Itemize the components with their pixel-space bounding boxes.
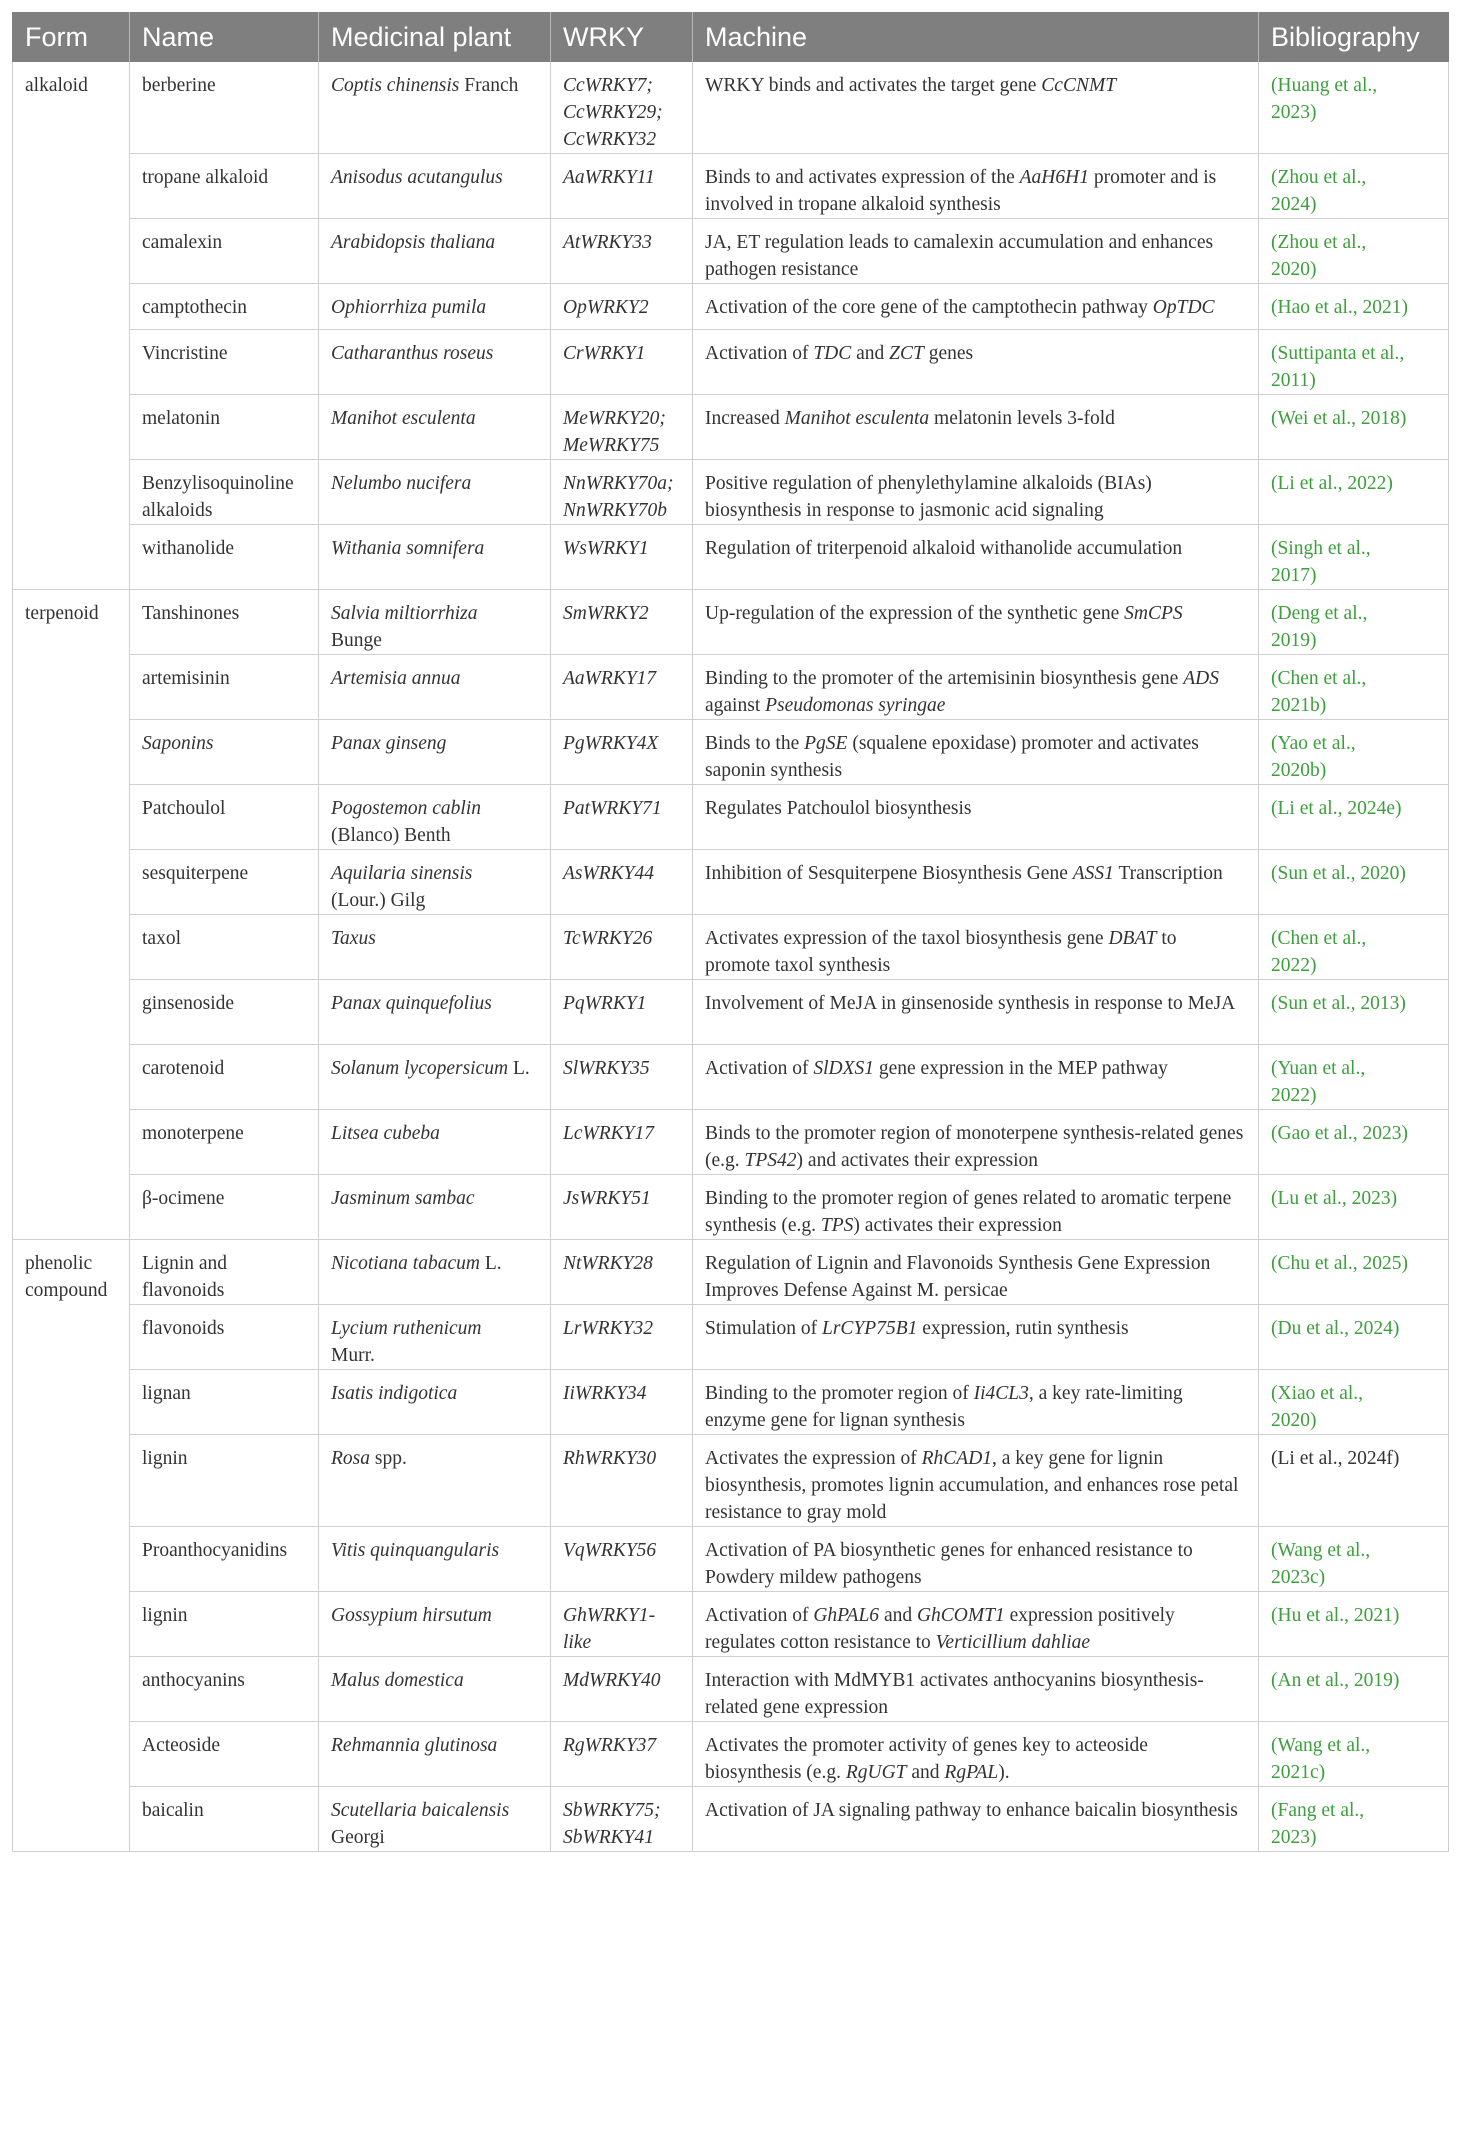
cell-medicinal-plant: Salvia miltiorrhiza Bunge: [319, 590, 551, 655]
cell-wrky: RhWRKY30: [551, 1435, 693, 1527]
cell-bibliography[interactable]: [1259, 1370, 1449, 1435]
cell-machine: Increased Manihot esculenta melatonin levels 3-fold: [693, 395, 1259, 460]
cell-bibliography[interactable]: [1259, 525, 1449, 590]
cell-machine: Binds to the PgSE (squalene epoxidase) promoter and activates saponin synthesis: [693, 720, 1259, 785]
cell-bibliography[interactable]: [1259, 330, 1449, 395]
cell-machine: Activation of GhPAL6 and GhCOMT1 expression positively regulates cotton resistance to Verticillium dahliae: [693, 1592, 1259, 1657]
table-row: [13, 1722, 1449, 1787]
cell-wrky: WsWRKY1: [551, 525, 693, 590]
reference-link[interactable]: (Zhou et al., 2020): [1271, 232, 1367, 280]
cell-wrky: JsWRKY51: [551, 1175, 693, 1240]
cell-wrky: SmWRKY2: [551, 590, 693, 655]
cell-medicinal-plant: Arabidopsis thaliana: [319, 219, 551, 284]
cell-form: [13, 1110, 130, 1175]
cell-form: [13, 785, 130, 850]
cell-bibliography[interactable]: [1259, 1175, 1449, 1240]
reference-link[interactable]: (Chen et al., 2021b): [1271, 668, 1367, 716]
cell-name: monoterpene: [130, 1110, 319, 1175]
reference-link[interactable]: (Wang et al., 2021c): [1271, 1735, 1371, 1783]
cell-name: Benzylisoquinoline alkaloids: [130, 460, 319, 525]
cell-name: lignin: [130, 1592, 319, 1657]
cell-machine: Activates expression of the taxol biosynthesis gene DBAT to promote taxol synthesis: [693, 915, 1259, 980]
cell-name: Acteoside: [130, 1722, 319, 1787]
table-row: [13, 980, 1449, 1045]
table-header: [13, 12, 1449, 62]
header-bibliography: Bibliography: [1259, 12, 1449, 62]
cell-bibliography[interactable]: [1259, 460, 1449, 525]
header-form: Form: [13, 12, 130, 62]
table-row: [13, 590, 1449, 655]
cell-name: flavonoids: [130, 1305, 319, 1370]
cell-name: camalexin: [130, 219, 319, 284]
cell-form: [13, 720, 130, 785]
cell-medicinal-plant: Taxus: [319, 915, 551, 980]
cell-wrky: PgWRKY4X: [551, 720, 693, 785]
table-row: [13, 1110, 1449, 1175]
table-row: [13, 284, 1449, 330]
cell-name: lignin: [130, 1435, 319, 1527]
cell-medicinal-plant: Vitis quinquangularis: [319, 1527, 551, 1592]
cell-machine: Activation of JA signaling pathway to enhance baicalin biosynthesis: [693, 1787, 1259, 1852]
reference-link[interactable]: (Singh et al., 2017): [1271, 538, 1371, 586]
cell-bibliography[interactable]: [1259, 154, 1449, 219]
table-row: [13, 395, 1449, 460]
cell-form: [13, 1722, 130, 1787]
cell-medicinal-plant: Lycium ruthenicum Murr.: [319, 1305, 551, 1370]
cell-form: [13, 1787, 130, 1852]
cell-bibliography[interactable]: [1259, 1787, 1449, 1852]
cell-name: Vincristine: [130, 330, 319, 395]
cell-name: β-ocimene: [130, 1175, 319, 1240]
cell-medicinal-plant: Nicotiana tabacum L.: [319, 1240, 551, 1305]
cell-wrky: NtWRKY28: [551, 1240, 693, 1305]
cell-form: [13, 395, 130, 460]
table-row: [13, 154, 1449, 219]
cell-machine: Activates the expression of RhCAD1, a key gene for lignin biosynthesis, promotes lignin accumulation, and enhances rose petal resistance to gray mold: [693, 1435, 1259, 1527]
cell-bibliography[interactable]: [1259, 62, 1449, 154]
wrky-secondary-metabolite-table: [12, 12, 1449, 1852]
cell-wrky: NnWRKY70a; NnWRKY70b: [551, 460, 693, 525]
cell-bibliography[interactable]: [1259, 850, 1449, 915]
table-row: [13, 1527, 1449, 1592]
cell-bibliography[interactable]: [1259, 785, 1449, 850]
cell-bibliography[interactable]: [1259, 1045, 1449, 1110]
cell-machine: Binding to the promoter region of genes related to aromatic terpene synthesis (e.g. TPS) activates their expression: [693, 1175, 1259, 1240]
cell-machine: Activates the promoter activity of genes key to acteoside biosynthesis (e.g. RgUGT and RgPAL).: [693, 1722, 1259, 1787]
cell-medicinal-plant: Withania somnifera: [319, 525, 551, 590]
cell-machine: Stimulation of LrCYP75B1 expression, rutin synthesis: [693, 1305, 1259, 1370]
cell-medicinal-plant: Panax ginseng: [319, 720, 551, 785]
cell-bibliography[interactable]: [1259, 1240, 1449, 1305]
cell-form: alkaloid: [13, 62, 130, 154]
cell-machine: Activation of SlDXS1 gene expression in the MEP pathway: [693, 1045, 1259, 1110]
cell-name: camptothecin: [130, 284, 319, 330]
cell-bibliography[interactable]: [1259, 1722, 1449, 1787]
cell-form: [13, 1045, 130, 1110]
cell-wrky: IiWRKY34: [551, 1370, 693, 1435]
reference-link[interactable]: (Suttipanta et al., 2011): [1271, 343, 1405, 391]
cell-name: carotenoid: [130, 1045, 319, 1110]
cell-name: artemisinin: [130, 655, 319, 720]
table-row: [13, 525, 1449, 590]
reference-link[interactable]: (Wei et al., 2018): [1271, 408, 1407, 429]
cell-form: [13, 284, 130, 330]
cell-machine: WRKY binds and activates the target gene CcCNMT: [693, 62, 1259, 154]
reference-link[interactable]: (Lu et al., 2023): [1271, 1188, 1398, 1209]
cell-wrky: TcWRKY26: [551, 915, 693, 980]
cell-medicinal-plant: Isatis indigotica: [319, 1370, 551, 1435]
table-row: [13, 1657, 1449, 1722]
cell-bibliography[interactable]: [1259, 590, 1449, 655]
cell-bibliography[interactable]: [1259, 1110, 1449, 1175]
reference-link[interactable]: (Zhou et al., 2024): [1271, 167, 1367, 215]
cell-machine: Activation of TDC and ZCT genes: [693, 330, 1259, 395]
cell-wrky: MdWRKY40: [551, 1657, 693, 1722]
cell-name: ginsenoside: [130, 980, 319, 1045]
cell-medicinal-plant: Jasminum sambac: [319, 1175, 551, 1240]
cell-wrky: AaWRKY17: [551, 655, 693, 720]
cell-bibliography[interactable]: [1259, 915, 1449, 980]
cell-name: melatonin: [130, 395, 319, 460]
reference-link[interactable]: (Sun et al., 2020): [1271, 863, 1406, 884]
reference-link[interactable]: (Sun et al., 2013): [1271, 993, 1406, 1014]
reference-link[interactable]: (Wang et al., 2023c): [1271, 1540, 1371, 1588]
cell-form: [13, 1657, 130, 1722]
cell-medicinal-plant: Rehmannia glutinosa: [319, 1722, 551, 1787]
reference-link[interactable]: (Du et al., 2024): [1271, 1318, 1400, 1339]
cell-medicinal-plant: Gossypium hirsutum: [319, 1592, 551, 1657]
cell-name: baicalin: [130, 1787, 319, 1852]
cell-machine: Regulation of Lignin and Flavonoids Synthesis Gene Expression Improves Defense Against M. persicae: [693, 1240, 1259, 1305]
cell-wrky: AsWRKY44: [551, 850, 693, 915]
reference-link[interactable]: (Hao et al., 2021): [1271, 297, 1408, 318]
cell-machine: Binding to the promoter of the artemisinin biosynthesis gene ADS against Pseudomonas syringae: [693, 655, 1259, 720]
reference-link[interactable]: (Deng et al., 2019): [1271, 603, 1368, 651]
cell-name: Saponins: [130, 720, 319, 785]
table-row: [13, 62, 1449, 154]
header-machine: Machine: [693, 12, 1259, 62]
cell-machine: Activation of PA biosynthetic genes for enhanced resistance to Powdery mildew pathogens: [693, 1527, 1259, 1592]
cell-bibliography[interactable]: [1259, 1592, 1449, 1657]
cell-wrky: LrWRKY32: [551, 1305, 693, 1370]
cell-form: [13, 850, 130, 915]
table-row: [13, 915, 1449, 980]
cell-form: [13, 655, 130, 720]
cell-medicinal-plant: Anisodus acutangulus: [319, 154, 551, 219]
cell-wrky: LcWRKY17: [551, 1110, 693, 1175]
table-row: [13, 1435, 1449, 1527]
cell-wrky: VqWRKY56: [551, 1527, 693, 1592]
cell-name: withanolide: [130, 525, 319, 590]
table-row: [13, 785, 1449, 850]
cell-bibliography[interactable]: [1259, 720, 1449, 785]
cell-name: lignan: [130, 1370, 319, 1435]
cell-machine: Binds to the promoter region of monoterpene synthesis-related genes (e.g. TPS42) and activates their expression: [693, 1110, 1259, 1175]
cell-medicinal-plant: Litsea cubeba: [319, 1110, 551, 1175]
table-row: [13, 219, 1449, 284]
cell-medicinal-plant: Scutellaria baicalensis Georgi: [319, 1787, 551, 1852]
cell-wrky: AaWRKY11: [551, 154, 693, 219]
cell-wrky: GhWRKY1- like: [551, 1592, 693, 1657]
cell-machine: Binds to and activates expression of the AaH6H1 promoter and is involved in tropane alkaloid synthesis: [693, 154, 1259, 219]
cell-form: [13, 1592, 130, 1657]
cell-wrky: RgWRKY37: [551, 1722, 693, 1787]
cell-machine: Regulation of triterpenoid alkaloid withanolide accumulation: [693, 525, 1259, 590]
cell-form: terpenoid: [13, 590, 130, 655]
cell-wrky: PqWRKY1: [551, 980, 693, 1045]
reference-link[interactable]: (An et al., 2019): [1271, 1670, 1400, 1691]
reference-link[interactable]: (Li et al., 2022): [1271, 473, 1393, 494]
cell-machine: Activation of the core gene of the camptothecin pathway OpTDC: [693, 284, 1259, 330]
cell-wrky: SbWRKY75; SbWRKY41: [551, 1787, 693, 1852]
reference-link[interactable]: (Chen et al., 2022): [1271, 928, 1367, 976]
cell-bibliography[interactable]: [1259, 1657, 1449, 1722]
cell-medicinal-plant: Nelumbo nucifera: [319, 460, 551, 525]
cell-bibliography[interactable]: [1259, 1305, 1449, 1370]
cell-machine: Inhibition of Sesquiterpene Biosynthesis Gene ASS1 Transcription: [693, 850, 1259, 915]
cell-wrky: SlWRKY35: [551, 1045, 693, 1110]
cell-form: [13, 1370, 130, 1435]
table-body: [13, 62, 1449, 1852]
reference-link[interactable]: (Li et al., 2024f): [1271, 1448, 1400, 1469]
cell-bibliography[interactable]: [1259, 1527, 1449, 1592]
cell-name: Patchoulol: [130, 785, 319, 850]
cell-form: [13, 460, 130, 525]
cell-form: [13, 1527, 130, 1592]
table-row: [13, 1175, 1449, 1240]
cell-medicinal-plant: Ophiorrhiza pumila: [319, 284, 551, 330]
cell-medicinal-plant: Catharanthus roseus: [319, 330, 551, 395]
cell-bibliography[interactable]: [1259, 1435, 1449, 1527]
table-row: [13, 720, 1449, 785]
table-row: [13, 1045, 1449, 1110]
cell-medicinal-plant: Aquilaria sinensis (Lour.) Gilg: [319, 850, 551, 915]
cell-form: [13, 1305, 130, 1370]
reference-link[interactable]: (Fang et al., 2023): [1271, 1800, 1365, 1848]
reference-link[interactable]: (Gao et al., 2023): [1271, 1123, 1408, 1144]
cell-medicinal-plant: Solanum lycopersicum L.: [319, 1045, 551, 1110]
cell-name: Lignin and flavonoids: [130, 1240, 319, 1305]
table-row: [13, 1370, 1449, 1435]
cell-name: berberine: [130, 62, 319, 154]
cell-name: sesquiterpene: [130, 850, 319, 915]
cell-medicinal-plant: Manihot esculenta: [319, 395, 551, 460]
cell-name: anthocyanins: [130, 1657, 319, 1722]
cell-name: taxol: [130, 915, 319, 980]
cell-form: [13, 525, 130, 590]
header-wrky: WRKY: [551, 12, 693, 62]
reference-link[interactable]: (Chu et al., 2025): [1271, 1253, 1409, 1274]
cell-medicinal-plant: Panax quinquefolius: [319, 980, 551, 1045]
cell-bibliography[interactable]: [1259, 284, 1449, 330]
table-row: [13, 1592, 1449, 1657]
cell-wrky: AtWRKY33: [551, 219, 693, 284]
reference-link[interactable]: (Li et al., 2024e): [1271, 798, 1402, 819]
cell-medicinal-plant: Pogostemon cablin (Blanco) Benth: [319, 785, 551, 850]
table-row: [13, 655, 1449, 720]
cell-machine: Interaction with MdMYB1 activates anthocyanins biosynthesis-related gene expression: [693, 1657, 1259, 1722]
cell-bibliography[interactable]: [1259, 980, 1449, 1045]
cell-machine: Binding to the promoter region of Ii4CL3, a key rate-limiting enzyme gene for lignan synthesis: [693, 1370, 1259, 1435]
table-row: [13, 1305, 1449, 1370]
cell-wrky: OpWRKY2: [551, 284, 693, 330]
cell-bibliography[interactable]: [1259, 395, 1449, 460]
cell-name: tropane alkaloid: [130, 154, 319, 219]
cell-form: [13, 1175, 130, 1240]
header-name: Name: [130, 12, 319, 62]
header-row: [13, 12, 1449, 62]
reference-link[interactable]: (Yuan et al., 2022): [1271, 1058, 1366, 1106]
cell-bibliography[interactable]: [1259, 655, 1449, 720]
table-row: [13, 1787, 1449, 1852]
table-row: [13, 330, 1449, 395]
cell-form: [13, 330, 130, 395]
cell-machine: Positive regulation of phenylethylamine alkaloids (BIAs) biosynthesis in response to jasmonic acid signaling: [693, 460, 1259, 525]
cell-wrky: CcWRKY7; CcWRKY29; CcWRKY32: [551, 62, 693, 154]
cell-form: phenolic compound: [13, 1240, 130, 1305]
cell-wrky: CrWRKY1: [551, 330, 693, 395]
cell-medicinal-plant: Coptis chinensis Franch: [319, 62, 551, 154]
cell-machine: Up-regulation of the expression of the synthetic gene SmCPS: [693, 590, 1259, 655]
cell-wrky: MeWRKY20; MeWRKY75: [551, 395, 693, 460]
cell-machine: Regulates Patchoulol biosynthesis: [693, 785, 1259, 850]
reference-link[interactable]: (Yao et al., 2020b): [1271, 733, 1356, 781]
cell-form: [13, 154, 130, 219]
reference-link[interactable]: (Huang et al., 2023): [1271, 75, 1378, 123]
cell-wrky: PatWRKY71: [551, 785, 693, 850]
reference-link[interactable]: (Hu et al., 2021): [1271, 1605, 1400, 1626]
reference-link[interactable]: (Xiao et al., 2020): [1271, 1383, 1364, 1431]
cell-machine: Involvement of MeJA in ginsenoside synthesis in response to MeJA: [693, 980, 1259, 1045]
wrky-table-container: [12, 12, 1448, 1852]
cell-form: [13, 1435, 130, 1527]
cell-medicinal-plant: Malus domestica: [319, 1657, 551, 1722]
table-row: [13, 1240, 1449, 1305]
header-medicinal-plant: Medicinal plant: [319, 12, 551, 62]
cell-name: Tanshinones: [130, 590, 319, 655]
cell-form: [13, 219, 130, 284]
cell-form: [13, 915, 130, 980]
cell-machine: JA, ET regulation leads to camalexin accumulation and enhances pathogen resistance: [693, 219, 1259, 284]
cell-medicinal-plant: Rosa spp.: [319, 1435, 551, 1527]
table-row: [13, 850, 1449, 915]
cell-name: Proanthocyanidins: [130, 1527, 319, 1592]
cell-bibliography[interactable]: [1259, 219, 1449, 284]
table-row: [13, 460, 1449, 525]
cell-medicinal-plant: Artemisia annua: [319, 655, 551, 720]
cell-form: [13, 980, 130, 1045]
